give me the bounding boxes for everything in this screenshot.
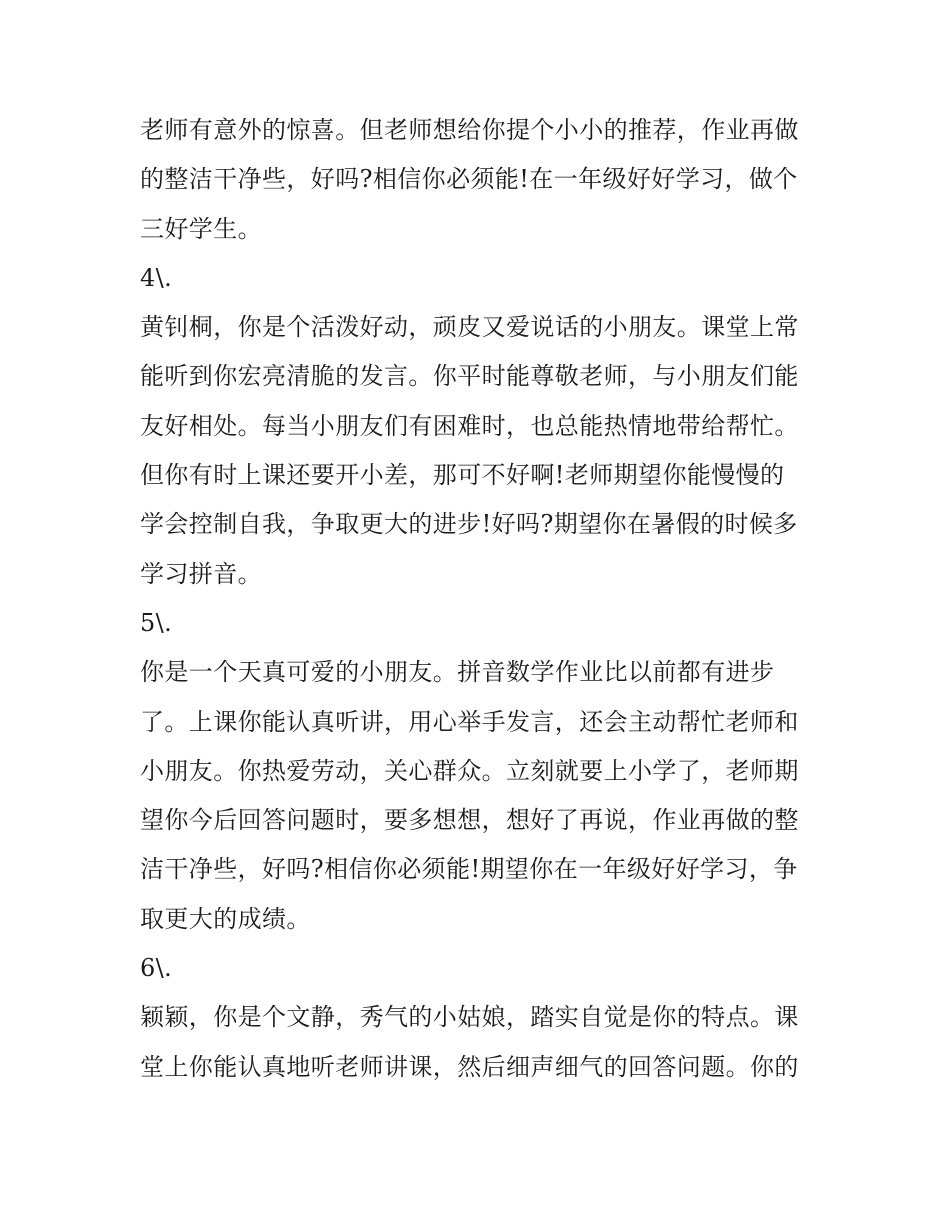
- text-line: 的整洁干净些，好吗?相信你必须能!在一年级好好学习，做个: [140, 165, 798, 194]
- text-line: 但你有时上课还要开小差，那可不好啊!老师期望你能慢慢的: [140, 461, 785, 490]
- text-line: 望你今后回答问题时，要多想想，想好了再说，作业再做的整: [140, 806, 799, 835]
- section-number: 5\.: [140, 608, 173, 637]
- text-line: 学习拼音。: [140, 559, 262, 588]
- text-line: 老师有意外的惊喜。但老师想给你提个小小的推荐，作业再做: [140, 116, 799, 144]
- text-line: 能听到你宏亮清脆的发言。你平时能尊敬老师，与小朋友们能: [140, 362, 799, 391]
- text-line: 颖颖，你是个文静，秀气的小姑娘，踏实自觉是你的特点。课: [140, 1003, 799, 1032]
- section-number: 4\.: [140, 263, 173, 292]
- text-line: 小朋友。你热爱劳动，关心群众。立刻就要上小学了，老师期: [140, 756, 799, 785]
- text-line: 洁干净些，好吗?相信你必须能!期望你在一年级好好学习，争: [140, 855, 798, 884]
- text-line: 取更大的成绩。: [140, 904, 311, 933]
- text-line: 堂上你能认真地听老师讲课，然后细声细气的回答问题。你的: [140, 1052, 799, 1081]
- document-body: [140, 106, 820, 1092]
- text-line: 学会控制自我，争取更大的进步!好吗?期望你在暑假的时候多: [140, 510, 798, 539]
- text-line: 黄钊桐，你是个活泼好动，顽皮又爱说话的小朋友。课堂上常: [140, 313, 799, 342]
- section-number: 6\.: [140, 954, 173, 983]
- text-line: 你是一个天真可爱的小朋友。拼音数学作业比以前都有进步: [140, 658, 775, 687]
- text-line: 友好相处。每当小朋友们有困难时，也总能热情地带给帮忙。: [140, 411, 799, 440]
- text-line: 三好学生。: [140, 214, 262, 243]
- text-line: 了。上课你能认真听讲，用心举手发言，还会主动帮忙老师和: [140, 707, 799, 736]
